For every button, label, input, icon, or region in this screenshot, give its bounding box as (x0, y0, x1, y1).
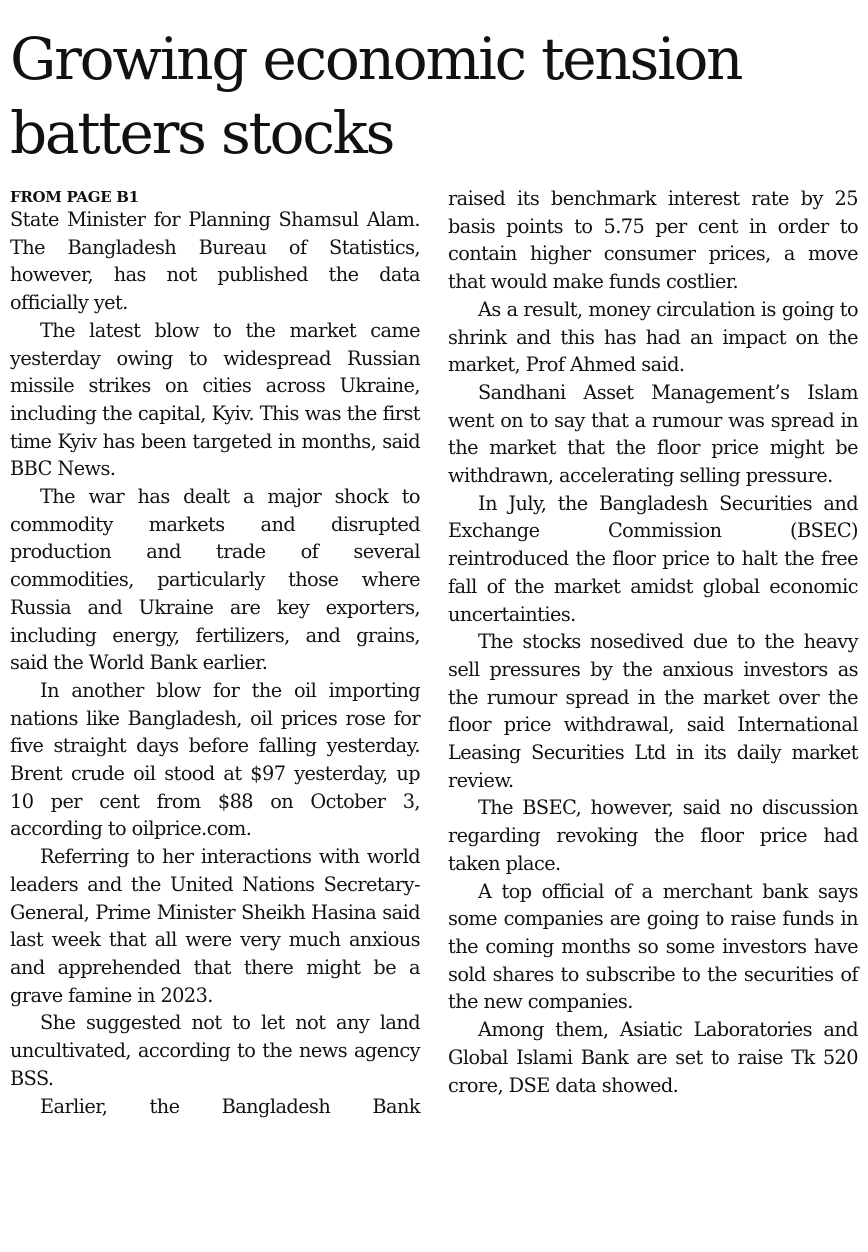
paragraph: She suggested not to let not any land uncultivated, according to the news agency BSS. (10, 1011, 420, 1090)
kicker: FROM PAGE B1 (10, 188, 139, 206)
paragraph: The war has dealt a major shock to commodity markets and disrupted production and trade of several commodities, particularly those where Russia and Ukraine are key exporters, including energy, fertilizers, and grains, said the World Bank earlier. (10, 485, 420, 675)
paragraph: Among them, Asiatic Laboratories and Global Islami Bank are set to raise Tk 520 crore, DSE data showed. (448, 1018, 858, 1097)
paragraph: Sandhani Asset Management’s Islam went on to say that a rumour was spread in the market that the floor price might be withdrawn, accelerating selling pressure. (448, 380, 858, 488)
paragraph: In another blow for the oil importing nations like Bangladesh, oil prices rose for five straight days before falling yesterday. Brent crude oil stood at $97 yesterday, up 10 per cent from $88 on October 3, according to oilprice.com. (10, 678, 420, 841)
paragraph: Earlier, the Bangladesh Bank (40, 1094, 420, 1118)
paragraph: State Minister for Planning Shamsul Alam. The Bangladesh Bureau of Statistics, however, has not published the data officially yet. (10, 208, 420, 315)
paragraph: The BSEC, however, said no discussion regarding revoking the floor price had taken place. (448, 796, 858, 875)
paragraph: The stocks nosedived due to the heavy sell pressures by the anxious investors as the rumour spread in the market over the floor price withdrawal, said International Leasing Securities Ltd in its daily market review. (448, 630, 858, 792)
paragraph: In July, the Bangladesh Securities and Exchange Commission (BSEC) reintroduced the floor price to halt the free fall of the market amidst global economic uncertainties. (448, 491, 858, 626)
paragraph: The latest blow to the market came yesterday owing to widespread Russian missile strikes on cities across Ukraine, including the capital, Kyiv. This was the first time Kyiv has been targeted in months, said BBC News. (10, 318, 420, 481)
article-column-right (448, 185, 858, 1099)
headline: Growing economic tension batters stocks (10, 25, 742, 167)
article-column-left (10, 185, 420, 1120)
paragraph: Referring to her interactions with world leaders and the United Nations Secretary-General, Prime Minister Sheikh Hasina said last week that all were very much anxious and apprehended that there might be a grave famine in 2023. (10, 845, 420, 1007)
paragraph: As a result, money circulation is going to shrink and this has had an impact on the market, Prof Ahmed said. (448, 297, 858, 377)
paragraph: A top official of a merchant bank says some companies are going to raise funds in the coming months so some investors have sold shares to subscribe to the securities of the new companies. (448, 879, 858, 1014)
paragraph: raised its benchmark interest rate by 25 basis points to 5.75 per cent in order to contain higher consumer prices, a move that would make funds costlier. (448, 187, 858, 294)
